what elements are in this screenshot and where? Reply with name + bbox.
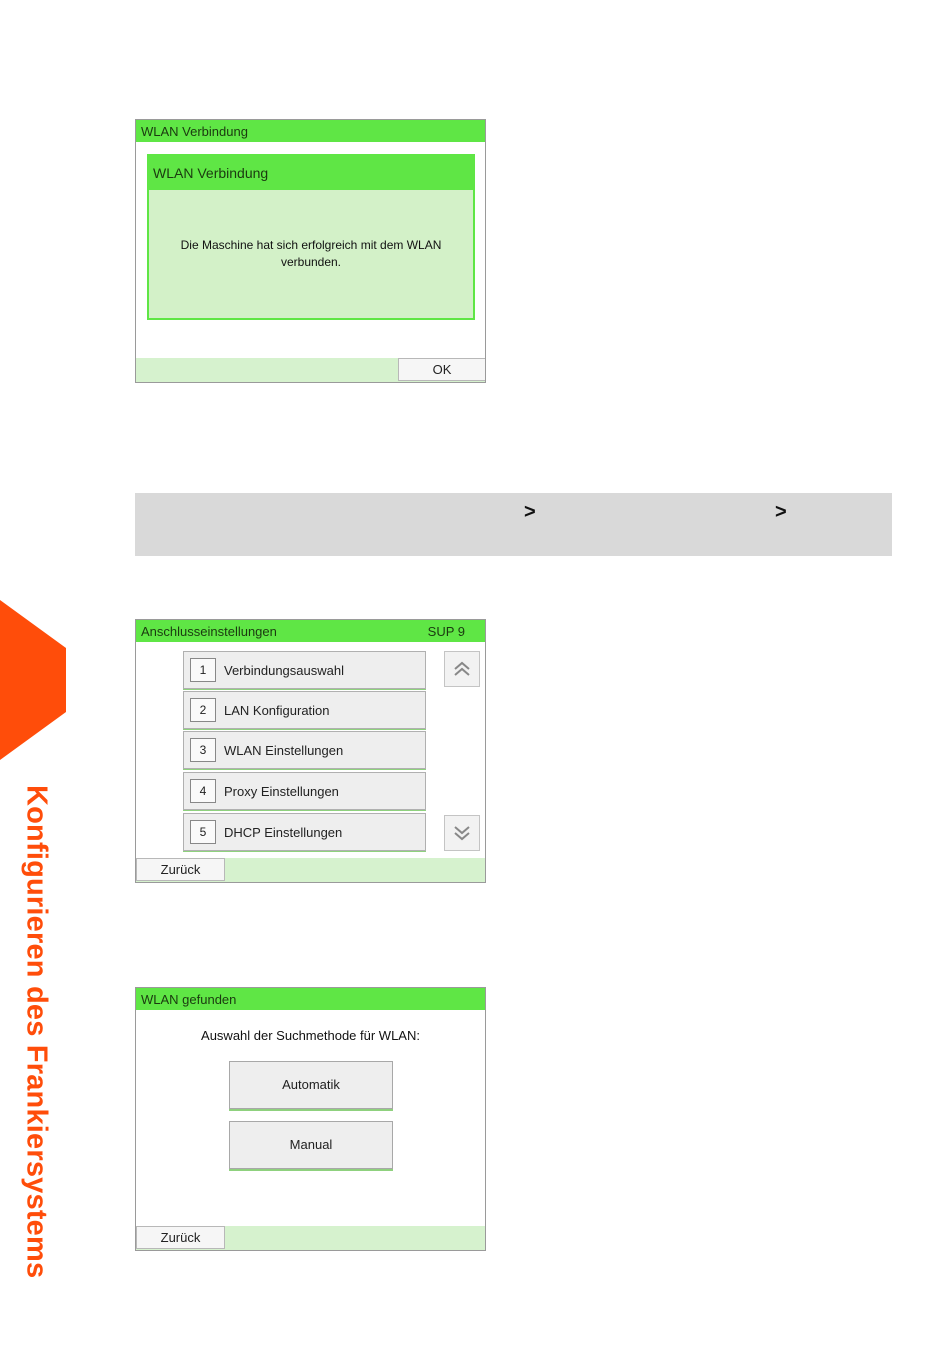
scroll-down-button[interactable] [444, 815, 480, 851]
breadcrumb-separator: > [775, 501, 787, 523]
breadcrumb-separator: > [524, 501, 536, 523]
menu-item-verbindungsauswahl[interactable] [183, 651, 426, 689]
menu-item-number: 3 [190, 738, 216, 762]
wlan-connected-screen [135, 119, 486, 383]
dialog-message: Die Maschine hat sich erfolgreich mit dem WLAN verbunden. [180, 238, 442, 269]
footer-bar [136, 358, 485, 382]
automatic-button[interactable]: Automatik [229, 1061, 393, 1109]
menu-item-lan-konfiguration[interactable] [183, 691, 426, 729]
menu-item-proxy-einstellungen[interactable] [183, 772, 426, 810]
menu-item-label: Proxy Einstellungen [224, 784, 339, 799]
menu-item-label: WLAN Einstellungen [224, 743, 344, 758]
double-chevron-down-icon [452, 823, 472, 843]
screen-title: WLAN Verbindung [136, 120, 485, 142]
connection-settings-screen [135, 619, 486, 883]
menu-item-label: DHCP Einstellungen [224, 825, 343, 840]
screen-title: Anschlusseinstellungen [141, 624, 277, 639]
wlan-found-screen [135, 987, 486, 1251]
chapter-title: Konfigurieren des Frankiersystems [20, 785, 53, 1279]
menu-item-dhcp-einstellungen[interactable] [183, 813, 426, 851]
menu-item-number: 4 [190, 779, 216, 803]
menu-item-label: Verbindungsauswahl [224, 663, 344, 678]
screen-code: SUP 9 [427, 624, 465, 639]
manual-button[interactable]: Manual [229, 1121, 393, 1169]
menu-item-wlan-einstellungen[interactable] [183, 731, 426, 769]
menu-item-label: LAN Konfiguration [224, 703, 330, 718]
breadcrumb [135, 493, 892, 556]
ok-button[interactable]: OK [398, 358, 486, 381]
menu-item-number: 2 [190, 698, 216, 722]
screen-title: WLAN gefunden [136, 988, 485, 1010]
scroll-up-button[interactable] [444, 651, 480, 687]
chapter-tab [0, 600, 66, 760]
menu-item-number: 1 [190, 658, 216, 682]
menu-item-number: 5 [190, 820, 216, 844]
search-method-prompt: Auswahl der Suchmethode für WLAN: [201, 1028, 420, 1043]
double-chevron-up-icon [452, 659, 472, 679]
footer-bar [136, 858, 485, 882]
success-dialog [147, 154, 475, 320]
footer-bar [136, 1226, 485, 1250]
back-button[interactable]: Zurück [136, 858, 225, 881]
screen-title-bar [136, 620, 485, 642]
back-button[interactable]: Zurück [136, 1226, 225, 1249]
dialog-title: WLAN Verbindung [149, 156, 473, 190]
